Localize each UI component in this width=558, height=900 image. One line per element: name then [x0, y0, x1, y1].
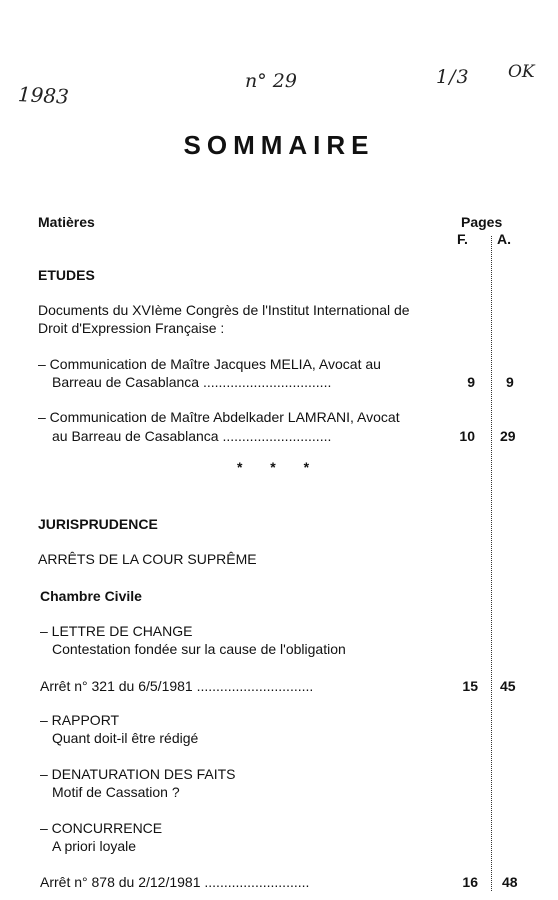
handwritten-number: n° 29 [245, 70, 297, 92]
handwritten-ref: 1/3 [436, 66, 470, 88]
item-lettre-de-change-desc: Contestation fondée sur la cause de l'obligation [52, 641, 346, 657]
item-rapport: – RAPPORT [40, 712, 120, 728]
pages-header: Pages [461, 214, 503, 230]
jurisprudence-heading: JURISPRUDENCE [38, 516, 158, 532]
arret-878-page-f: 16 [462, 874, 478, 890]
item-denaturation-desc: Motif de Cassation ? [52, 784, 180, 800]
item-concurrence: – CONCURRENCE [40, 820, 163, 836]
item-rapport-desc: Quant doit-il être rédigé [52, 730, 199, 746]
arret-878-page-a: 48 [502, 874, 518, 890]
etudes-intro-line1: Documents du XVIème Congrès de l'Institut International de [38, 302, 410, 318]
etudes-item-2-line2: au Barreau de Casablanca ............................ [52, 428, 332, 444]
etudes-item-2-line1: – Communication de Maître Abdelkader LAMRANI, Avocat [38, 409, 400, 425]
arret-321-page-a: 45 [500, 678, 516, 694]
chamber-heading: Chambre Civile [40, 588, 142, 604]
arret-321: Arrêt n° 321 du 6/5/1981 .............................. [40, 678, 314, 694]
etudes-item-1-line1: – Communication de Maître Jacques MELIA, Avocat au [38, 356, 381, 372]
item-denaturation: – DENATURATION DES FAITS [40, 766, 236, 782]
jurisprudence-subheading: ARRÊTS DE LA COUR SUPRÊME [38, 551, 257, 567]
item-concurrence-desc: A priori loyale [52, 838, 137, 854]
etudes-item-2-page-a: 29 [500, 428, 516, 444]
arret-321-page-f: 15 [462, 678, 478, 694]
etudes-item-1-line2: Barreau de Casablanca ................................. [52, 374, 332, 390]
page-title: SOMMAIRE [183, 130, 375, 160]
section-separator: * * * [236, 459, 322, 475]
etudes-item-2-page-f: 10 [459, 428, 475, 444]
etudes-heading: ETUDES [38, 267, 95, 283]
matieres-header: Matières [38, 214, 95, 230]
item-lettre-de-change: – LETTRE DE CHANGE [40, 623, 193, 639]
etudes-item-1-page-f: 9 [467, 374, 475, 390]
col-f-header: F. [457, 231, 468, 247]
handwritten-ok: OK [508, 62, 535, 82]
etudes-intro-line2: Droit d'Expression Française : [38, 320, 225, 336]
col-a-header: A. [497, 231, 511, 247]
column-divider [491, 236, 492, 891]
arret-878: Arrêt n° 878 du 2/12/1981 ........................... [40, 874, 310, 890]
etudes-item-1-page-a: 9 [506, 374, 514, 390]
handwritten-year: 1983 [17, 82, 70, 109]
